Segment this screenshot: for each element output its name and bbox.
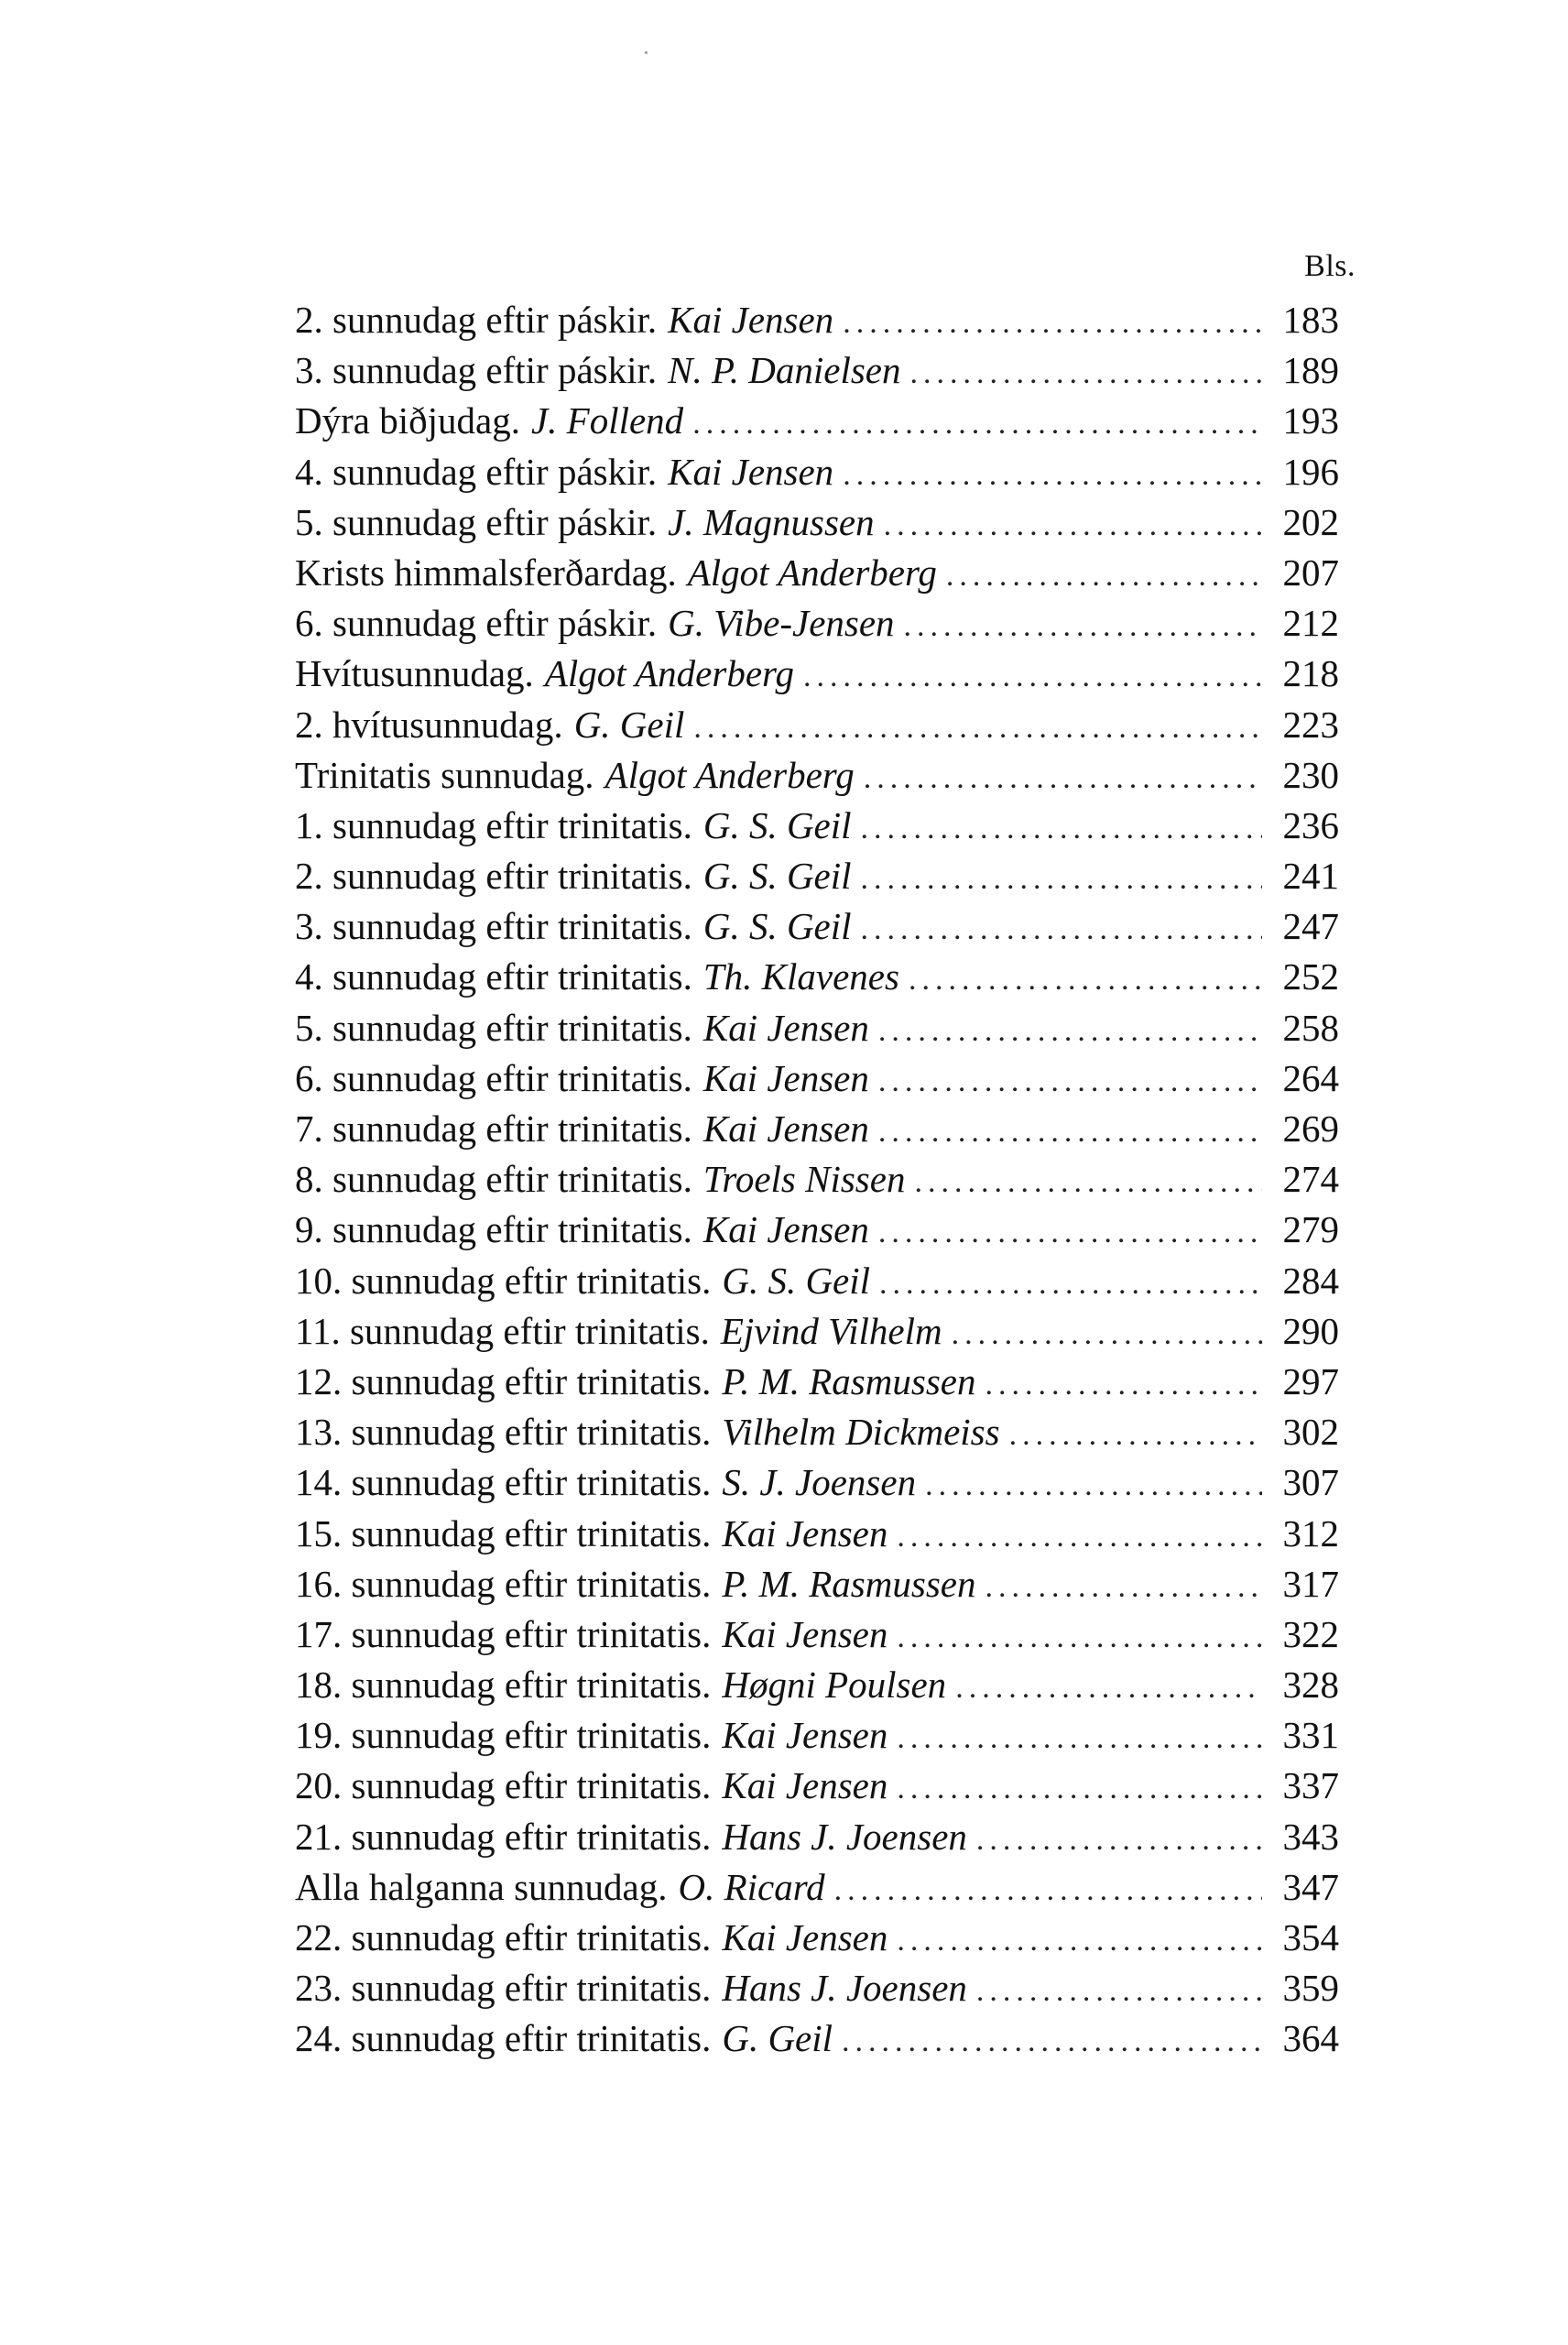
toc-entry [295,548,1339,598]
toc-entry [295,649,1339,699]
entry-page-number: 312 [1282,1511,1339,1554]
entry-page-number: 328 [1282,1663,1339,1707]
entry-author: G. S. Geil [702,803,852,846]
toc-entry [295,1509,1339,1559]
entry-author: G. Geil [722,2017,833,2060]
entry-page-number: 189 [1282,349,1339,392]
toc-entry [295,1963,1339,2013]
dot-leader [878,1056,1262,1107]
entry-title: 17. sunnudag eftir trinitatis. [295,1612,712,1655]
entry-author: Kai Jensen [722,1764,888,1807]
entry-title: 7. sunnudag eftir trinitatis. [295,1107,692,1150]
entry-title: 21. sunnudag eftir trinitatis. [295,1815,712,1858]
paper-speck [645,51,648,54]
dot-leader [834,1865,1262,1915]
entry-title: Dýra biðjudag. [295,399,520,442]
toc-entry [295,497,1339,548]
entry-title: 23. sunnudag eftir trinitatis. [295,1967,712,2010]
entry-title: 1. sunnudag eftir trinitatis. [295,803,692,846]
dot-leader [861,854,1262,904]
entry-title: 11. sunnudag eftir trinitatis. [295,1309,710,1352]
dot-leader [897,1763,1262,1814]
toc-entry [295,1205,1339,1255]
dot-leader [897,1511,1262,1562]
entry-author: G. S. Geil [702,855,852,898]
entry-author: Kai Jensen [702,1107,869,1150]
entry-page-number: 212 [1282,602,1339,645]
entry-page-number: 202 [1282,500,1339,543]
page-column-label: Bls. [1304,249,1356,283]
entry-title: 9. sunnudag eftir trinitatis. [295,1208,692,1251]
entry-title: 6. sunnudag eftir páskir. [295,602,658,645]
entry-author: G. S. Geil [702,905,852,948]
dot-leader [952,1309,1262,1359]
toc-entry [295,1003,1339,1053]
entry-page-number: 247 [1282,905,1339,948]
entry-author: J. Follend [530,399,684,442]
entry-title: Krists himmalsferðardag. [295,551,677,594]
entry-author: P. M. Rasmussen [722,1562,976,1605]
entry-page-number: 297 [1282,1359,1339,1402]
toc-entry [295,700,1339,750]
entry-author: Kai Jensen [722,1714,888,1757]
dot-leader [904,601,1262,651]
entry-page-number: 218 [1282,652,1339,695]
dot-leader [693,703,1262,753]
entry-author: G. Geil [573,703,685,746]
dot-leader [861,904,1262,954]
dot-leader [897,1612,1262,1663]
entry-title: Alla halganna sunnudag. [295,1865,668,1908]
entry-title: 19. sunnudag eftir trinitatis. [295,1714,712,1757]
entry-page-number: 258 [1282,1006,1339,1049]
entry-title: 15. sunnudag eftir trinitatis. [295,1511,712,1554]
entry-author: Kai Jensen [702,1208,869,1251]
entry-page-number: 302 [1282,1411,1339,1454]
entry-author: Kai Jensen [722,1511,888,1554]
dot-leader [843,298,1262,348]
entry-author: P. M. Rasmussen [722,1359,976,1402]
entry-page-number: 236 [1282,803,1339,846]
toc-entry [295,1357,1339,1407]
toc-entry [295,1812,1339,1862]
entry-author: Algot Anderberg [604,753,855,796]
entry-title: 20. sunnudag eftir trinitatis. [295,1764,712,1807]
entry-page-number: 354 [1282,1916,1339,1958]
toc-entry [295,2013,1339,2064]
toc-entry [295,1154,1339,1205]
entry-title: Hvítusunnudag. [295,652,534,695]
toc-entry [295,801,1339,851]
toc-entry [295,1457,1339,1508]
entry-title: 2. sunnudag eftir páskir. [295,299,658,341]
toc-entry [295,598,1339,649]
entry-page-number: 183 [1282,299,1339,341]
entry-page-number: 347 [1282,1865,1339,1908]
entry-page-number: 331 [1282,1714,1339,1757]
entry-page-number: 279 [1282,1208,1339,1251]
entry-title: 2. sunnudag eftir trinitatis. [295,855,692,898]
entry-author: Kai Jensen [668,450,834,493]
toc-entry [295,1710,1339,1761]
toc-entry [295,851,1339,901]
entry-title: 18. sunnudag eftir trinitatis. [295,1663,712,1707]
entry-page-number: 284 [1282,1259,1339,1302]
entry-title: Trinitatis sunnudag. [295,753,594,796]
dot-leader [692,398,1262,449]
entry-page-number: 290 [1282,1309,1339,1352]
entry-title: 13. sunnudag eftir trinitatis. [295,1411,712,1454]
dot-leader [976,1966,1262,2016]
toc-entry [295,1761,1339,1811]
entry-author: O. Ricard [678,1865,825,1908]
entry-title: 4. sunnudag eftir páskir. [295,450,658,493]
toc-entry [295,396,1339,446]
entry-page-number: 269 [1282,1107,1339,1150]
entry-title: 14. sunnudag eftir trinitatis. [295,1461,712,1504]
toc-entry [295,1913,1339,1963]
entry-page-number: 223 [1282,703,1339,746]
entry-page-number: 337 [1282,1764,1339,1807]
entry-title: 5. sunnudag eftir trinitatis. [295,1006,692,1049]
dot-leader [878,1107,1262,1157]
dot-leader [976,1815,1262,1865]
toc-entry [295,345,1339,396]
dot-leader [955,1663,1262,1713]
dot-leader [985,1359,1262,1410]
toc-entry [295,1559,1339,1609]
entry-title: 24. sunnudag eftir trinitatis. [295,2017,712,2060]
dot-leader [843,450,1262,500]
entry-author: Kai Jensen [702,1006,869,1049]
entry-author: Hans J. Joensen [722,1815,967,1858]
entry-author: Troels Nissen [702,1158,906,1201]
toc-entry [295,1104,1339,1154]
entry-page-number: 274 [1282,1158,1339,1201]
dot-leader [864,753,1262,803]
entry-author: S. J. Joensen [722,1461,917,1504]
entry-author: Kai Jensen [702,1056,869,1099]
dot-leader [914,1157,1262,1207]
dot-leader [985,1562,1262,1612]
entry-author: Th. Klavenes [702,955,899,998]
dot-leader [861,803,1262,854]
dot-leader [925,1460,1262,1511]
entry-title: 2. hvítusunnudag. [295,703,563,746]
entry-page-number: 322 [1282,1612,1339,1655]
entry-page-number: 252 [1282,955,1339,998]
entry-page-number: 207 [1282,551,1339,594]
toc-entry [295,1306,1339,1357]
entry-author: Kai Jensen [722,1916,888,1958]
entry-page-number: 359 [1282,1967,1339,2010]
entry-title: 3. sunnudag eftir trinitatis. [295,905,692,948]
toc-entry [295,447,1339,497]
dot-leader [878,1207,1262,1258]
entry-author: Vilhelm Dickmeiss [722,1411,1000,1454]
entry-title: 5. sunnudag eftir páskir. [295,500,658,543]
entry-title: 3. sunnudag eftir páskir. [295,349,658,392]
entry-author: Ejvind Vilhelm [720,1309,942,1352]
dot-leader [897,1713,1262,1763]
entry-page-number: 307 [1282,1461,1339,1504]
entry-page-number: 230 [1282,753,1339,796]
toc-entry [295,1660,1339,1710]
entry-author: G. Vibe-Jensen [668,602,895,645]
entry-title: 6. sunnudag eftir trinitatis. [295,1056,692,1099]
dot-leader [879,1259,1262,1309]
entry-page-number: 317 [1282,1562,1339,1605]
entry-author: Kai Jensen [722,1612,888,1655]
toc-entry [295,1407,1339,1457]
entry-title: 12. sunnudag eftir trinitatis. [295,1359,712,1402]
entry-title: 8. sunnudag eftir trinitatis. [295,1158,692,1201]
toc-entry [295,1256,1339,1306]
dot-leader [842,2016,1262,2067]
entry-title: 10. sunnudag eftir trinitatis. [295,1259,712,1302]
entry-author: Høgni Poulsen [722,1663,947,1707]
entry-page-number: 364 [1282,2017,1339,2060]
toc-entry [295,1053,1339,1104]
entry-author: N. P. Danielsen [668,349,901,392]
toc-entry [295,901,1339,952]
toc-entry [295,750,1339,801]
dot-leader [910,348,1263,398]
dot-leader [803,651,1262,702]
entry-author: G. S. Geil [722,1259,871,1302]
entry-page-number: 343 [1282,1815,1339,1858]
entry-title: 4. sunnudag eftir trinitatis. [295,955,692,998]
table-of-contents [295,295,1339,2065]
entry-page-number: 196 [1282,450,1339,493]
dot-leader [909,954,1262,1005]
dot-leader [897,1915,1262,1966]
entry-title: 22. sunnudag eftir trinitatis. [295,1916,712,1958]
dot-leader [1009,1410,1262,1460]
entry-author: Algot Anderberg [687,551,937,594]
entry-author: J. Magnussen [668,500,875,543]
toc-entry [295,1609,1339,1660]
entry-author: Hans J. Joensen [722,1967,967,2010]
entry-page-number: 264 [1282,1056,1339,1099]
entry-author: Kai Jensen [668,299,834,341]
entry-title: 16. sunnudag eftir trinitatis. [295,1562,712,1605]
toc-entry [295,952,1339,1002]
entry-page-number: 193 [1282,399,1339,442]
entry-author: Algot Anderberg [544,652,794,695]
dot-leader [884,500,1262,551]
toc-entry [295,1862,1339,1913]
entry-page-number: 241 [1282,855,1339,898]
dot-leader [878,1006,1262,1056]
toc-entry [295,295,1339,345]
dot-leader [946,551,1262,601]
